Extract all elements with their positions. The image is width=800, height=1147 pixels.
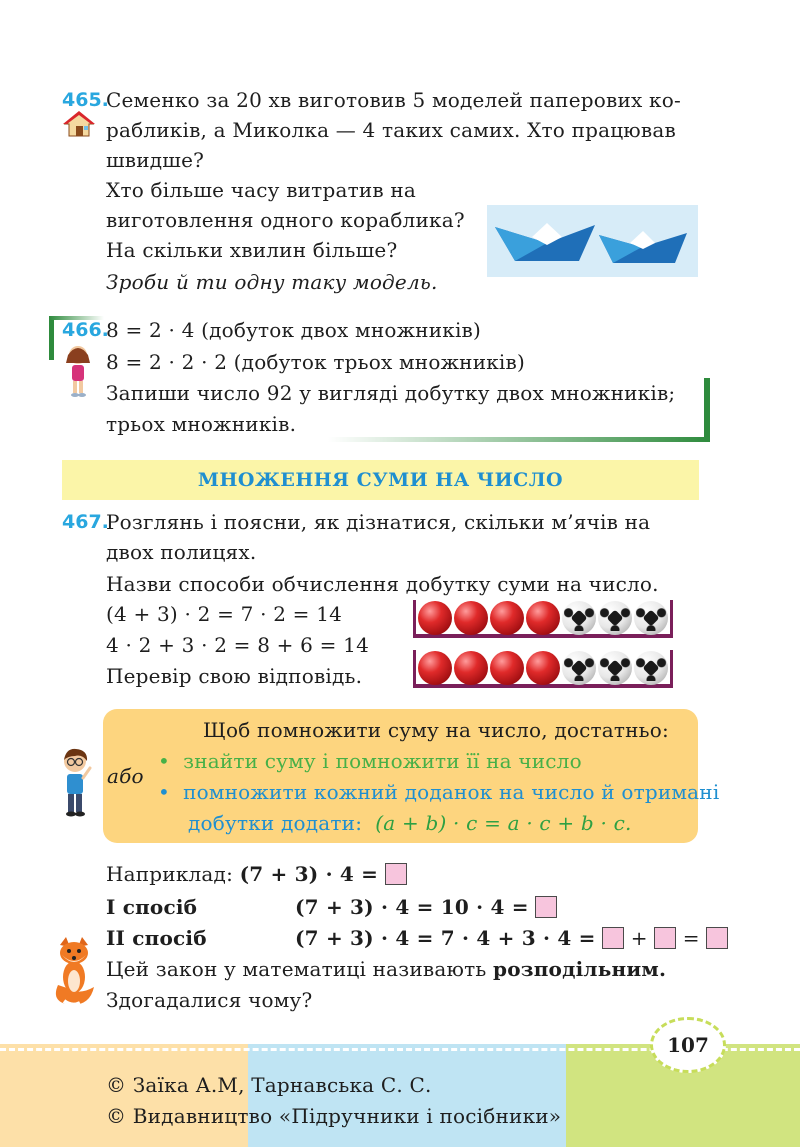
way-2-label: ІІ спосіб [106, 926, 207, 950]
way-1-line [295, 895, 557, 919]
text-line: (4 + 3) · 2 = 7 · 2 = 14 [106, 602, 343, 626]
copyright-1: © Заїка А.М, Тарнавська С. С. [106, 1073, 432, 1097]
girl-icon [64, 345, 92, 397]
rule-bullet-2 [158, 780, 719, 804]
boats-picture [487, 205, 698, 277]
red-ball-icon [490, 601, 524, 635]
soccer-ball-icon [562, 651, 596, 685]
red-ball-icon [418, 601, 452, 635]
green-bracket [328, 437, 710, 442]
text-line: швидше? [106, 148, 205, 172]
question-line: Здогадалися чому? [106, 988, 313, 1012]
soccer-ball-icon [598, 601, 632, 635]
text-line: Перевір свою відповідь. [106, 664, 363, 688]
text-line: На скільки хвилин більше? [106, 238, 398, 262]
section-title-bar [62, 460, 699, 500]
text-line: трьох множників. [106, 412, 297, 436]
law-name: розподільним. [493, 957, 667, 981]
way-1-label: І спосіб [106, 895, 198, 919]
text-line: рабликів, а Миколка — 4 таких самих. Хто працював [106, 118, 676, 142]
bullet-marker: • [158, 780, 184, 804]
law-line [106, 957, 666, 981]
fox-icon [50, 935, 100, 1007]
text-line: 8 = 2 · 2 · 2 (добуток трьох множників) [106, 350, 525, 374]
bullet-text: знайти суму і помножити її на число [183, 749, 582, 773]
soccer-ball-icon [598, 651, 632, 685]
rule-or-word: або [107, 764, 144, 788]
answer-box[interactable] [602, 927, 624, 949]
red-ball-icon [526, 601, 560, 635]
way-2-expr: (7 + 3) · 4 = 7 · 4 + 3 · 4 = [295, 926, 596, 950]
example-line [106, 862, 407, 886]
exercise-number: 466. [62, 319, 109, 341]
text-line: 4 · 2 + 3 · 2 = 8 + 6 = 14 [106, 633, 370, 657]
answer-box[interactable] [654, 927, 676, 949]
green-bracket [49, 316, 54, 360]
way-1-expr: (7 + 3) · 4 = 10 · 4 = [295, 895, 529, 919]
text-line: двох полицях. [106, 540, 257, 564]
page-number-badge [650, 1017, 726, 1073]
shelf-top [413, 600, 673, 638]
paper-boat-icon [487, 205, 698, 277]
rule-formula: (a + b) · c = a · c + b · c. [375, 811, 632, 835]
red-ball-icon [490, 651, 524, 685]
red-ball-icon [418, 651, 452, 685]
example-expr: (7 + 3) · 4 = [239, 862, 379, 886]
soccer-ball-icon [562, 601, 596, 635]
exercise-number: 465. [62, 89, 109, 111]
exercise-number: 467. [62, 511, 109, 533]
bullet-text: добутки додати: [188, 811, 363, 835]
text-line: 8 = 2 · 4 (добуток двох множників) [106, 318, 482, 342]
law-text: Цей закон у математиці називають [106, 957, 487, 981]
house-icon [63, 110, 95, 138]
page-number: 107 [667, 1033, 709, 1057]
text-line: Запиши число 92 у вигляді добутку двох множників; [106, 381, 676, 405]
red-ball-icon [454, 651, 488, 685]
answer-box[interactable] [385, 863, 407, 885]
rule-heading: Щоб помножити суму на число, достатньо: [203, 718, 669, 742]
text-line: Назви способи обчислення добутку суми на число. [106, 572, 659, 596]
text-line: виготовлення одного кораблика? [106, 208, 465, 232]
text-line: Семенко за 20 хв виготовив 5 моделей паперових ко- [106, 88, 681, 112]
answer-box[interactable] [535, 896, 557, 918]
example-label: Наприклад: [106, 862, 234, 886]
rule-bullet-2-cont [188, 811, 632, 835]
text-line: Хто більше часу витратив на [106, 178, 417, 202]
way-2-line [295, 926, 728, 950]
answer-box[interactable] [706, 927, 728, 949]
section-title: МНОЖЕННЯ СУМИ НА ЧИСЛО [197, 469, 564, 491]
text-line: Розглянь і поясни, як дізнатися, скільки м’ячів на [106, 510, 651, 534]
boy-icon [60, 748, 94, 818]
text-line-italic: Зроби й ти одну таку модель. [106, 270, 438, 294]
rule-bullet-1 [158, 749, 582, 773]
red-ball-icon [526, 651, 560, 685]
bullet-marker: • [158, 749, 184, 773]
bullet-text: помножити кожний доданок на число й отримані [183, 780, 720, 804]
equals-sign: = [682, 926, 700, 950]
shelf-bottom [413, 650, 673, 688]
soccer-ball-icon [634, 601, 668, 635]
green-bracket [704, 378, 710, 442]
soccer-ball-icon [634, 651, 668, 685]
red-ball-icon [454, 601, 488, 635]
plus-sign: + [630, 926, 648, 950]
copyright-2: © Видавництво «Підручники і посібники» [106, 1104, 562, 1128]
